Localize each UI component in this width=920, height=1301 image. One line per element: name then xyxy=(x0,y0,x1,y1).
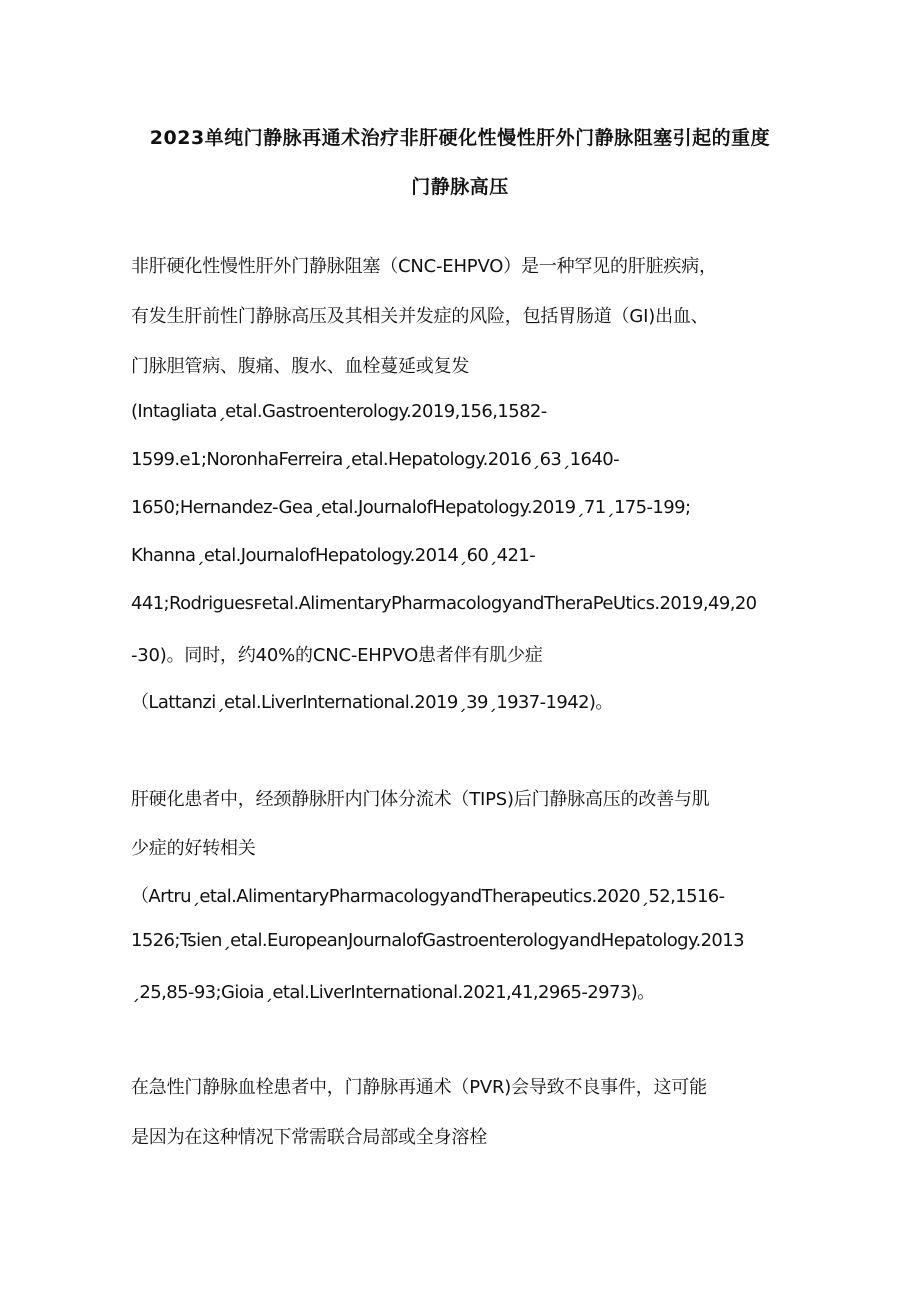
paragraph-1-line-1: 非肝硬化性慢性肝外门静脉阻塞（CNC-EHPVO）是一种罕见的肝脏疾病， xyxy=(131,256,717,277)
document-title-line-2: 门静脉高压 xyxy=(411,176,509,198)
paragraph-2-citation-line-3: ˏ25,85-93;Gioiaˏetal.LiverInternational.2021,41,2965-2973)。 xyxy=(131,982,655,1003)
paragraph-1-citation-line-5: 441;Rodriguesꜰetal.AlimentaryPharmacologyandTheraPeUtics.2019,49,20 xyxy=(131,593,757,614)
paragraph-2-citation-line-2: 1526;Tsienˏetal.EuropeanJournalofGastroenterologyandHepatology.2013 xyxy=(131,930,744,951)
paragraph-1-citation-line-4: Khannaˏetal.JournalofHepatology.2014ˏ60ˏ421- xyxy=(131,545,536,566)
paragraph-1-line-3: 门脉胆管病、腹痛、腹水、血栓蔓延或复发 xyxy=(131,356,470,377)
paragraph-2-line-1: 肝硬化患者中，经颈静脉肝内门体分流术（TIPS)后门静脉高压的改善与肌 xyxy=(131,789,710,810)
document-title-line-1: 2023单纯门静脉再通术治疗非肝硬化性慢性肝外门静脉阻塞引起的重度 xyxy=(149,127,771,149)
paragraph-1-line-9: -30)。同时，约40%的CNC-EHPVO患者伴有肌少症 xyxy=(131,645,543,666)
paragraph-2-line-2: 少症的好转相关 xyxy=(131,838,256,859)
paragraph-1-citation-line-1: (Intagliataˏetal.Gastroenterology.2019,156,1582- xyxy=(131,401,547,422)
paragraph-1-line-10: （Lattanziˏetal.LiverInternational.2019ˏ39ˏ1937-1942)。 xyxy=(131,692,613,713)
paragraph-3-line-2: 是因为在这种情况下常需联合局部或全身溶栓 xyxy=(131,1127,487,1148)
paragraph-1-citation-line-3: 1650;Hernandez-Geaˏetal.JournalofHepatology.2019ˏ71ˏ175-199; xyxy=(131,497,691,518)
paragraph-2-citation-line-1: （Artruˏetal.AlimentaryPharmacologyandTherapeutics.2020ˏ52,1516- xyxy=(131,886,725,907)
paragraph-1-citation-line-2: 1599.e1;NoronhaFerreiraˏetal.Hepatology.2016ˏ63ˏ1640- xyxy=(131,449,619,470)
paragraph-3-line-1: 在急性门静脉血栓患者中，门静脉再通术（PVR)会导致不良事件，这可能 xyxy=(131,1077,707,1098)
paragraph-1-line-2: 有发生肝前性门静脉高压及其相关并发症的风险，包括胃肠道（GI)出血、 xyxy=(131,306,709,327)
